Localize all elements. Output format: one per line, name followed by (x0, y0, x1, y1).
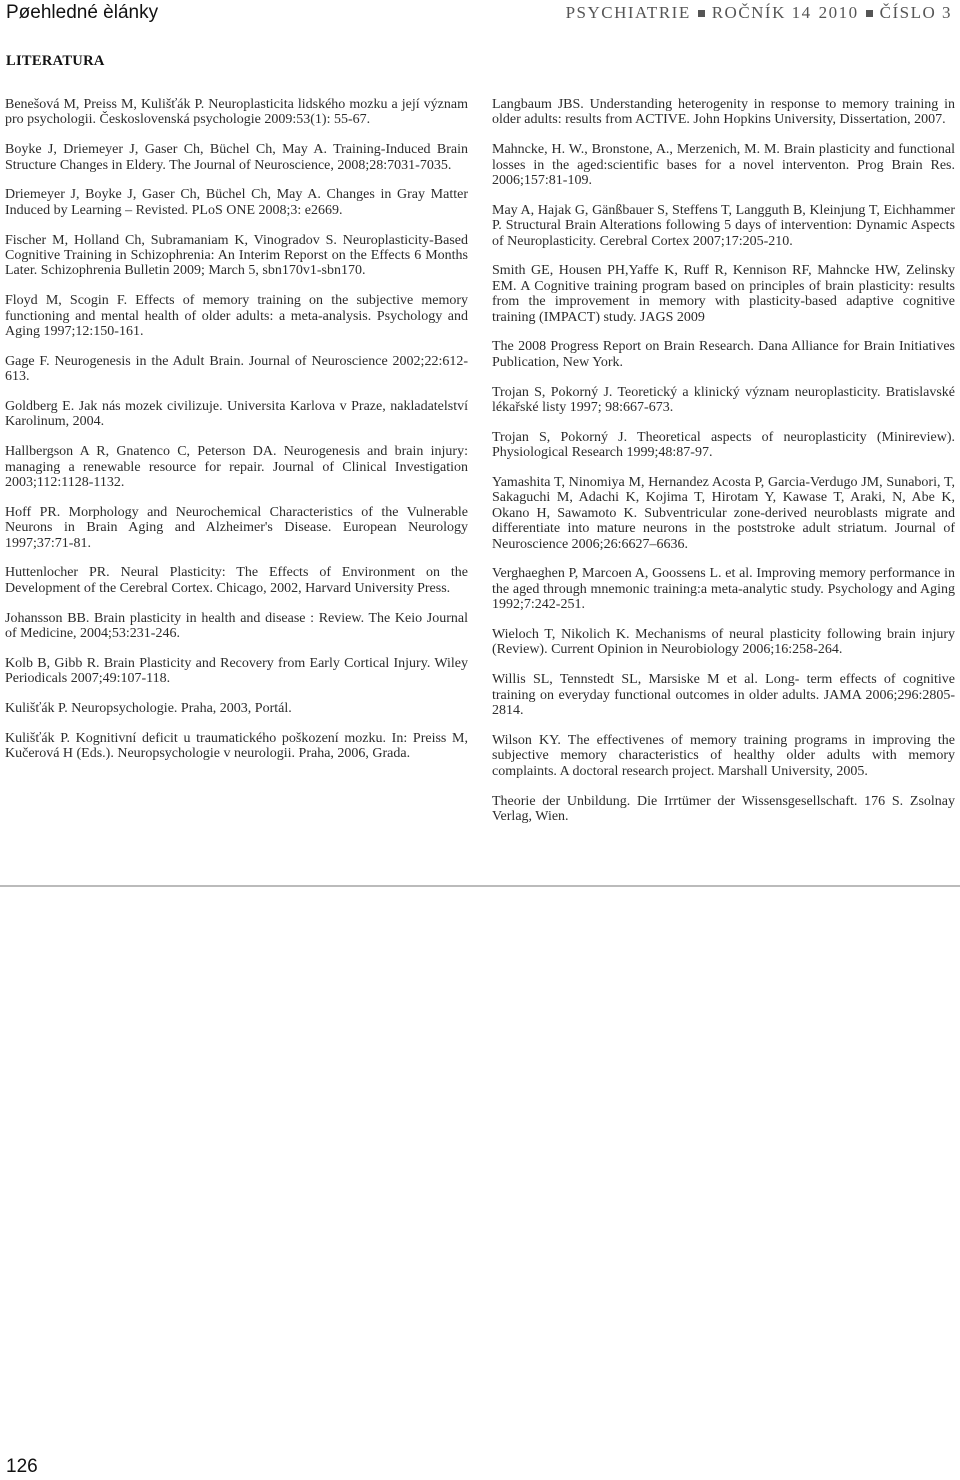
left-reference-column (5, 97, 468, 776)
reference-item: Goldberg E. Jak nás mozek civilizuje. Universita Karlova v Praze, nakladatelství Karolinum, 2004. (5, 399, 468, 430)
reference-item: Trojan S, Pokorný J. Theoretical aspects of neuroplasticity (Minireview). Physiological Research 1999;48:87-97. (492, 429, 955, 461)
page-number: 126 (6, 1456, 38, 1477)
journal-name: PSYCHIATRIE (565, 3, 691, 22)
section-heading: LITERATURA (6, 53, 105, 69)
section-divider (0, 885, 960, 887)
reference-item: Gage F. Neurogenesis in the Adult Brain. Journal of Neuroscience 2002;22:612-613. (5, 353, 468, 385)
reference-item: May A, Hajak G, Gänßbauer S, Steffens T, Langguth B, Kleinjung T, Eichhammer P. Structural Brain Alterations following 5 days of intervention: Dynamic Aspects of Neuroplasticity. Cerebral Cortex 2007;17:205-210. (492, 202, 955, 249)
year-label: 2010 (818, 3, 859, 22)
reference-item: Boyke J, Driemeyer J, Gaser Ch, Büchel Ch, May A. Training-Induced Brain Structure Changes in Eldery. The Journal of Neuroscience, 2008;28:7031-7035. (5, 142, 468, 173)
reference-item: Theorie der Unbildung. Die Irrtümer der Wissensgesellschaft. 176 S. Zsolnay Verlag, Wien. (492, 793, 955, 824)
reference-item: Verghaeghen P, Marcoen A, Goossens L. et al. Improving memory performance in the aged through mnemonic training:a meta-analytic study. Psychology and Aging 1992;7:242-251. (492, 566, 955, 613)
reference-item: Hoff PR. Morphology and Neurochemical Characteristics of the Vulnerable Neurons in Brain Aging and Alzheimer's Disease. European Neurology 1997;37:71-81. (5, 504, 468, 551)
reference-item: Floyd M, Scogin F. Effects of memory training on the subjective memory functioning and mental health of older adults: a meta-analysis. Psychology and Aging 1997;12:150-161. (5, 293, 468, 340)
header-section-title: Pøehledné èlánky (6, 2, 159, 23)
header-journal-info (566, 3, 952, 23)
reference-item: The 2008 Progress Report on Brain Research. Dana Alliance for Brain Initiatives Publication, New York. (492, 339, 955, 370)
reference-item: Willis SL, Tennstedt SL, Marsiske M et al. Long- term effects of cognitive training on everyday functional outcomes in older adults. JAMA 2006;296:2805-2814. (492, 672, 955, 719)
reference-item: Huttenlocher PR. Neural Plasticity: The Effects of Environment on the Development of the Cerebral Cortex. Chicago, 2002, Harvard University Press. (5, 565, 468, 596)
reference-item: Kulišťák P. Neuropsychologie. Praha, 2003, Portál. (5, 701, 292, 717)
reference-item: Kulišťák P. Kognitivní deficit u traumatického poškození mozku. In: Preiss M, Kučerová H (Eds.). Neuropsychologie v neurologii. Praha, 2006, Grada. (5, 730, 468, 762)
reference-item: Driemeyer J, Boyke J, Gaser Ch, Büchel Ch, May A. Changes in Gray Matter Induced by Learning – Revisted. PLoS ONE 2008;3: e2669. (5, 187, 468, 218)
right-reference-column (492, 97, 955, 839)
reference-item: Johansson BB. Brain plasticity in health and disease : Review. The Keio Journal of Medicine, 2004;53:231-246. (5, 610, 468, 642)
reference-item: Smith GE, Housen PH,Yaffe K, Ruff R, Kennison RF, Mahncke HW, Zelinsky EM. A Cognitive training program based on principles of brain plasticity: results from the improvement in memory with plasticity-based adaptive cognitive training (IMPACT) study. JAGS 2009 (492, 263, 955, 325)
reference-item: Yamashita T, Ninomiya M, Hernandez Acosta P, Garcia-Verdugo JM, Sunabori, T, Sakaguchi M, Adachi K, Kojima T, Hirotam Y, Kawase T, Araki, N, Abe K, Okano H, Sawamoto K. Subventricular zone-derived neuroblasts migrate and differentiate into mature neurons in the poststroke adult striatum. Journal of Neuroscience 2006;26:6627–6636. (492, 475, 955, 552)
reference-item: Mahncke, H. W., Bronstone, A., Merzenich, M. M. Brain plasticity and functional losses in the aged:scientific bases for a novel interventon. Prog Brain Res. 2006;157:81-109. (492, 142, 955, 189)
issue-label: ČÍSLO 3 (879, 3, 952, 22)
reference-item: Kolb B, Gibb R. Brain Plasticity and Recovery from Early Cortical Injury. Wiley Periodicals 2007;49:107-118. (5, 655, 468, 687)
reference-item: Langbaum JBS. Understanding heterogenity in response to memory training in older adults: results from ACTIVE. John Hopkins University, Dissertation, 2007. (492, 97, 955, 128)
reference-item: Wieloch T, Nikolich K. Mechanisms of neural plasticity following brain injury (Review). Current Opinion in Neurobiology 2006;16:258-264. (492, 627, 955, 658)
reference-item: Wilson KY. The effectivenes of memory training programs in improving the subjective memory characteristics of healthy older adults with memory complaints. A doctoral research project. Marshall University, 2005. (492, 732, 955, 779)
reference-item: Trojan S, Pokorný J. Teoretický a klinický význam neuroplasticity. Bratislavské lékařské listy 1997; 98:667-673. (492, 384, 955, 416)
square-bullet-icon (698, 10, 705, 17)
reference-item: Benešová M, Preiss M, Kulišťák P. Neuroplasticita lidského mozku a její význam pro psychologii. Československá psychologie 2009:53(1): 55-67. (5, 97, 468, 128)
square-bullet-icon (866, 10, 873, 17)
reference-item: Hallbergson A R, Gnatenco C, Peterson DA. Neurogenesis and brain injury: managing a renewable resource for repair. Journal of Clinical Investigation 2003;112:1128-1132. (5, 444, 468, 491)
reference-item: Fischer M, Holland Ch, Subramaniam K, Vinogradov S. Neuroplasticity-Based Cognitive Training in Schizophrenia: An Interim Reporst on the Effects 6 Months Later. Schizophrenia Bulletin 2009; March 5, sbn170v1-sbn170. (5, 232, 468, 279)
volume-label: ROČNÍK 14 (711, 3, 812, 22)
